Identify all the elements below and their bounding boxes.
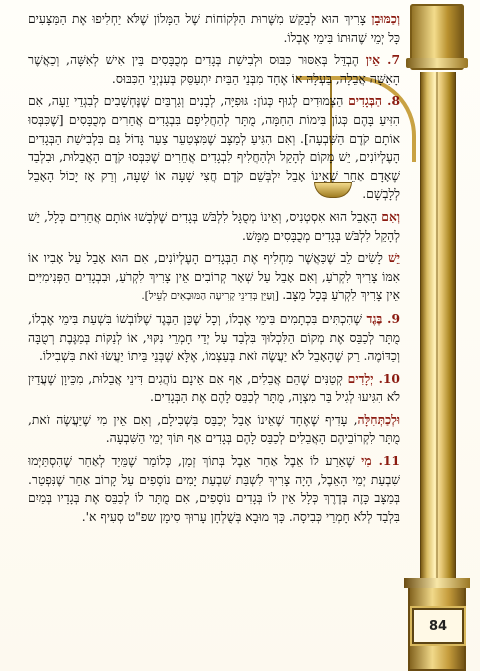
paragraph <box>28 249 400 306</box>
paragraph-lead-word: וְכַמּוּבָן <box>371 11 400 26</box>
text-column <box>28 10 400 630</box>
paragraph <box>28 51 400 88</box>
paragraph <box>28 310 400 366</box>
pillar-capital <box>410 4 464 70</box>
paragraph-lead-word: 10. יְלָדִים <box>347 370 400 386</box>
paragraph-body: שֶׁאֵרַע לוֹ אֵבֶל אַחַר אֵבֶל בְּתוֹךְ זְמַן, כְּלוֹמַר שֶׁמֵּיַד לְאַחַר שֶׁהִסְתַּיְּמוּ שִׁבְעַת יְמֵי הָאֵבֶל, הָיָה צָרִיךְ לִשְׁבַּת שִׁבְעַת יָמִים נוֹסָפִים עַל קָרוֹב אַחֵר שֶׁנִּפְטַר. בְּמַצָּב כָּזֶה בְּדֶרֶךְ כְּלָל אֵין לוֹ בְּגָדִים נוֹסָפִים, אִם מֻתָּר לוֹ לְכַבֵּס אֶת בְּגָדָיו בְּמַיִם בִּלְבַד לְלֹא חָמְרֵי כְּבִיסָה. כָּךְ מוּבָא בְּשֻׁלְחָן עָרוּךְ סִימָן שפ"ט סְעִיף א'. <box>28 454 400 524</box>
paragraph <box>28 208 400 245</box>
paragraph-lead-word: 11. מִי <box>361 453 400 469</box>
paragraph-body: קְטַנִּים שֶׁהֵם אֲבֵלִים, אַף אִם אֵינָם נוֹהֲגִים דִּינֵי אֲבֵלוּת, מִכֵּיוָן שֶׁעֲדַיִן לֹא הִגִּיעוּ לְגִיל בַּר מִצְוָה, מֻתָּר לְכַבֵּס לָהֶם אֶת הַבְּגָדִים. <box>28 371 400 405</box>
page-number: 84 <box>412 608 464 644</box>
paragraph-body: צָרִיךְ הוּא לְבַקֵּשׁ מִשֶּׁרוּת הַלְּקוֹחוֹת שֶׁל הַמָּלוֹן שֶׁלֹּא יַחְלִיפוּ אֶת הַמַּצָּעִים כָּל יְמֵי שֶׁהוּתוֹ בִּימֵי אֶבְלוֹ. <box>28 12 400 45</box>
paragraph-lead-word: וְאִם <box>381 208 400 224</box>
paragraph-lead-word: 7. אֵין <box>365 52 400 68</box>
paragraph-lead-word: וּלְכַתְּחִלָּה <box>357 411 400 427</box>
pillar-shaft <box>420 72 456 580</box>
paragraph-body: לָשִׂים לֵב שֶׁכַּאֲשֶׁר מַחְלִיף אֶת הַבְּגָדִים הָעֶלְיוֹנִים, אִם הוּא אָבֵל עַל אָבִיו אוֹ אִמּוֹ צָרִיךְ לִקְרֹעַ, וְאִם אָבֵל עַל שְׁאָר קְרוֹבִים אֵין צָרִיךְ לִקְרֹעַ, וּבִבְגָדִים הַפְּנִימִיִּים אֵין צָרִיךְ לִקְרֹעַ בְּכָל מַצָּב. <box>28 251 400 303</box>
paragraph-body: הֶבְדֵּל בְּאִסּוּר כִּבּוּס וּלְבִישַׁת בְּגָדִים מְכֻבָּסִים בֵּין אִישׁ לְאִשָּׁה, וְכַאֲשֶׁר הָאִשָּׁה אֲבֵלָה, בַּעְלָהּ אוֹ אֶחָד מִבְּנֵי הַבַּיִת יִתְעַסֵּק בְּעִנְיְנֵי הַכִּבּוּס. <box>28 53 400 86</box>
paragraph-body: הָאָבֵל הוּא אִסְטְנִיס, וְאֵינוֹ מְסֻגָּל לִלְבֹּשׁ בְּגָדִים שֶׁלְּבָשׁוּ אוֹתָם אֲחֵרִים כְּלָל, יֵשׁ לְהָקֵל לִלְבֹּשׁ בְּגָדִים מְכֻבָּסִים מַמָּשׁ. <box>28 209 400 243</box>
paragraph-lead-word: 8. הַבְּגָדִים <box>348 93 400 109</box>
paragraph <box>28 10 400 47</box>
golden-pillar-ornament <box>408 0 466 671</box>
paragraph-lead-word: 9. בֶּגֶד <box>366 310 400 326</box>
paragraph <box>28 92 400 204</box>
paragraph <box>28 370 400 407</box>
paragraph-note: [וְעַיֵּן בְּדִינֵי קְרִיעָה הַמּוּבָאִים לְעֵיל]. <box>141 290 283 303</box>
paragraph-lead-word: יֵשׁ <box>388 250 400 266</box>
paragraph <box>28 411 400 448</box>
paragraph-body: שֶׁהִכְתִּים בִּכְתָמִים בִּימֵי אֶבְלוֹ, וְכָל שֶׁכֵּן הַבֶּגֶד שֶׁלּוֹבְשׁוֹ בִּשְׁעַת בִּימֵי אֶבְלוֹ, מֻתָּר לְכַבֵּס אֶת מְקוֹם הַלִּכְלוּךְ בִּלְבַד עַל יְדֵי חָמְרֵי נִקּוּי, אוֹ לְנַקּוֹת בְּמַגֶּבֶת רְטֻבָּה וְכַדּוֹמֶה. רַק שֶׁהָאָבֵל לֹא יַעֲשֶׂה זֹאת בְּעַצְמוֹ, אֶלָּא שֶׁבְּנֵי בֵּיתוֹ יַעֲשׂוּ זֹאת בִּשְׁבִילוֹ. <box>28 311 400 364</box>
paragraph-body: הַצְּמוּדִים לְגוּף כְּגוֹן: גּוּפִיָּה, לְבָנִים וְגַרְבַּיִם שֶׁנֶּחְשָׁבִים לְבִגְדֵי זֵעָה, אִם הִזִּיעַ בָּהֶם כְּגוֹן בִּימוֹת הַחַמָּה, מֻתָּר לְהַחֲלִיפָם בִּבְגָדִים אֲחֵרִים מְכֻבָּסִים [שֶׁכִּבְּסוּ אוֹתָם קֹדֶם הַשִּׁבְעָה]. וְאִם הִגִּיעַ לְמַצָּב שֶׁמִּצְטַעֵר צַעַר גָּדוֹל גַּם בִּלְבִישַׁת הַבְּגָדִים הָעֶלְיוֹנִים, יֵשׁ מָקוֹם לְהָקֵל וּלְהַחֲלִיף לִבְגָדִים אֲחֵרִים שֶׁכִּבְּסוּ קֹדֶם הָאֲבֵלוּת, וּבִלְבַד שֶׁאָדָם אַחֵר שֶׁאֵינוֹ אָבֵל יִלְבְּשֵׁם קֹדֶם חֲצִי שָׁעָה אוֹ שָׁעָה, וְרַק אָז יָכוֹל הָאָבֵל לְלָבְשָׁם. <box>28 94 400 202</box>
paragraph <box>28 452 400 526</box>
paragraph-body: , עָדִיף שֶׁאֶחָד שֶׁאֵינוֹ אָבֵל יְכַבֵּס בִּשְׁבִילָם, וְאִם אֵין מִי שֶׁיַּעֲשֶׂה זֹאת, מֻתָּר לִקְרוֹבֵיהֶם הָאֲבֵלִים לְכַבֵּס לָהֶם בְּגָדִים אַף תּוֹךְ יְמֵי הַשִּׁבְעָה. <box>28 412 400 446</box>
